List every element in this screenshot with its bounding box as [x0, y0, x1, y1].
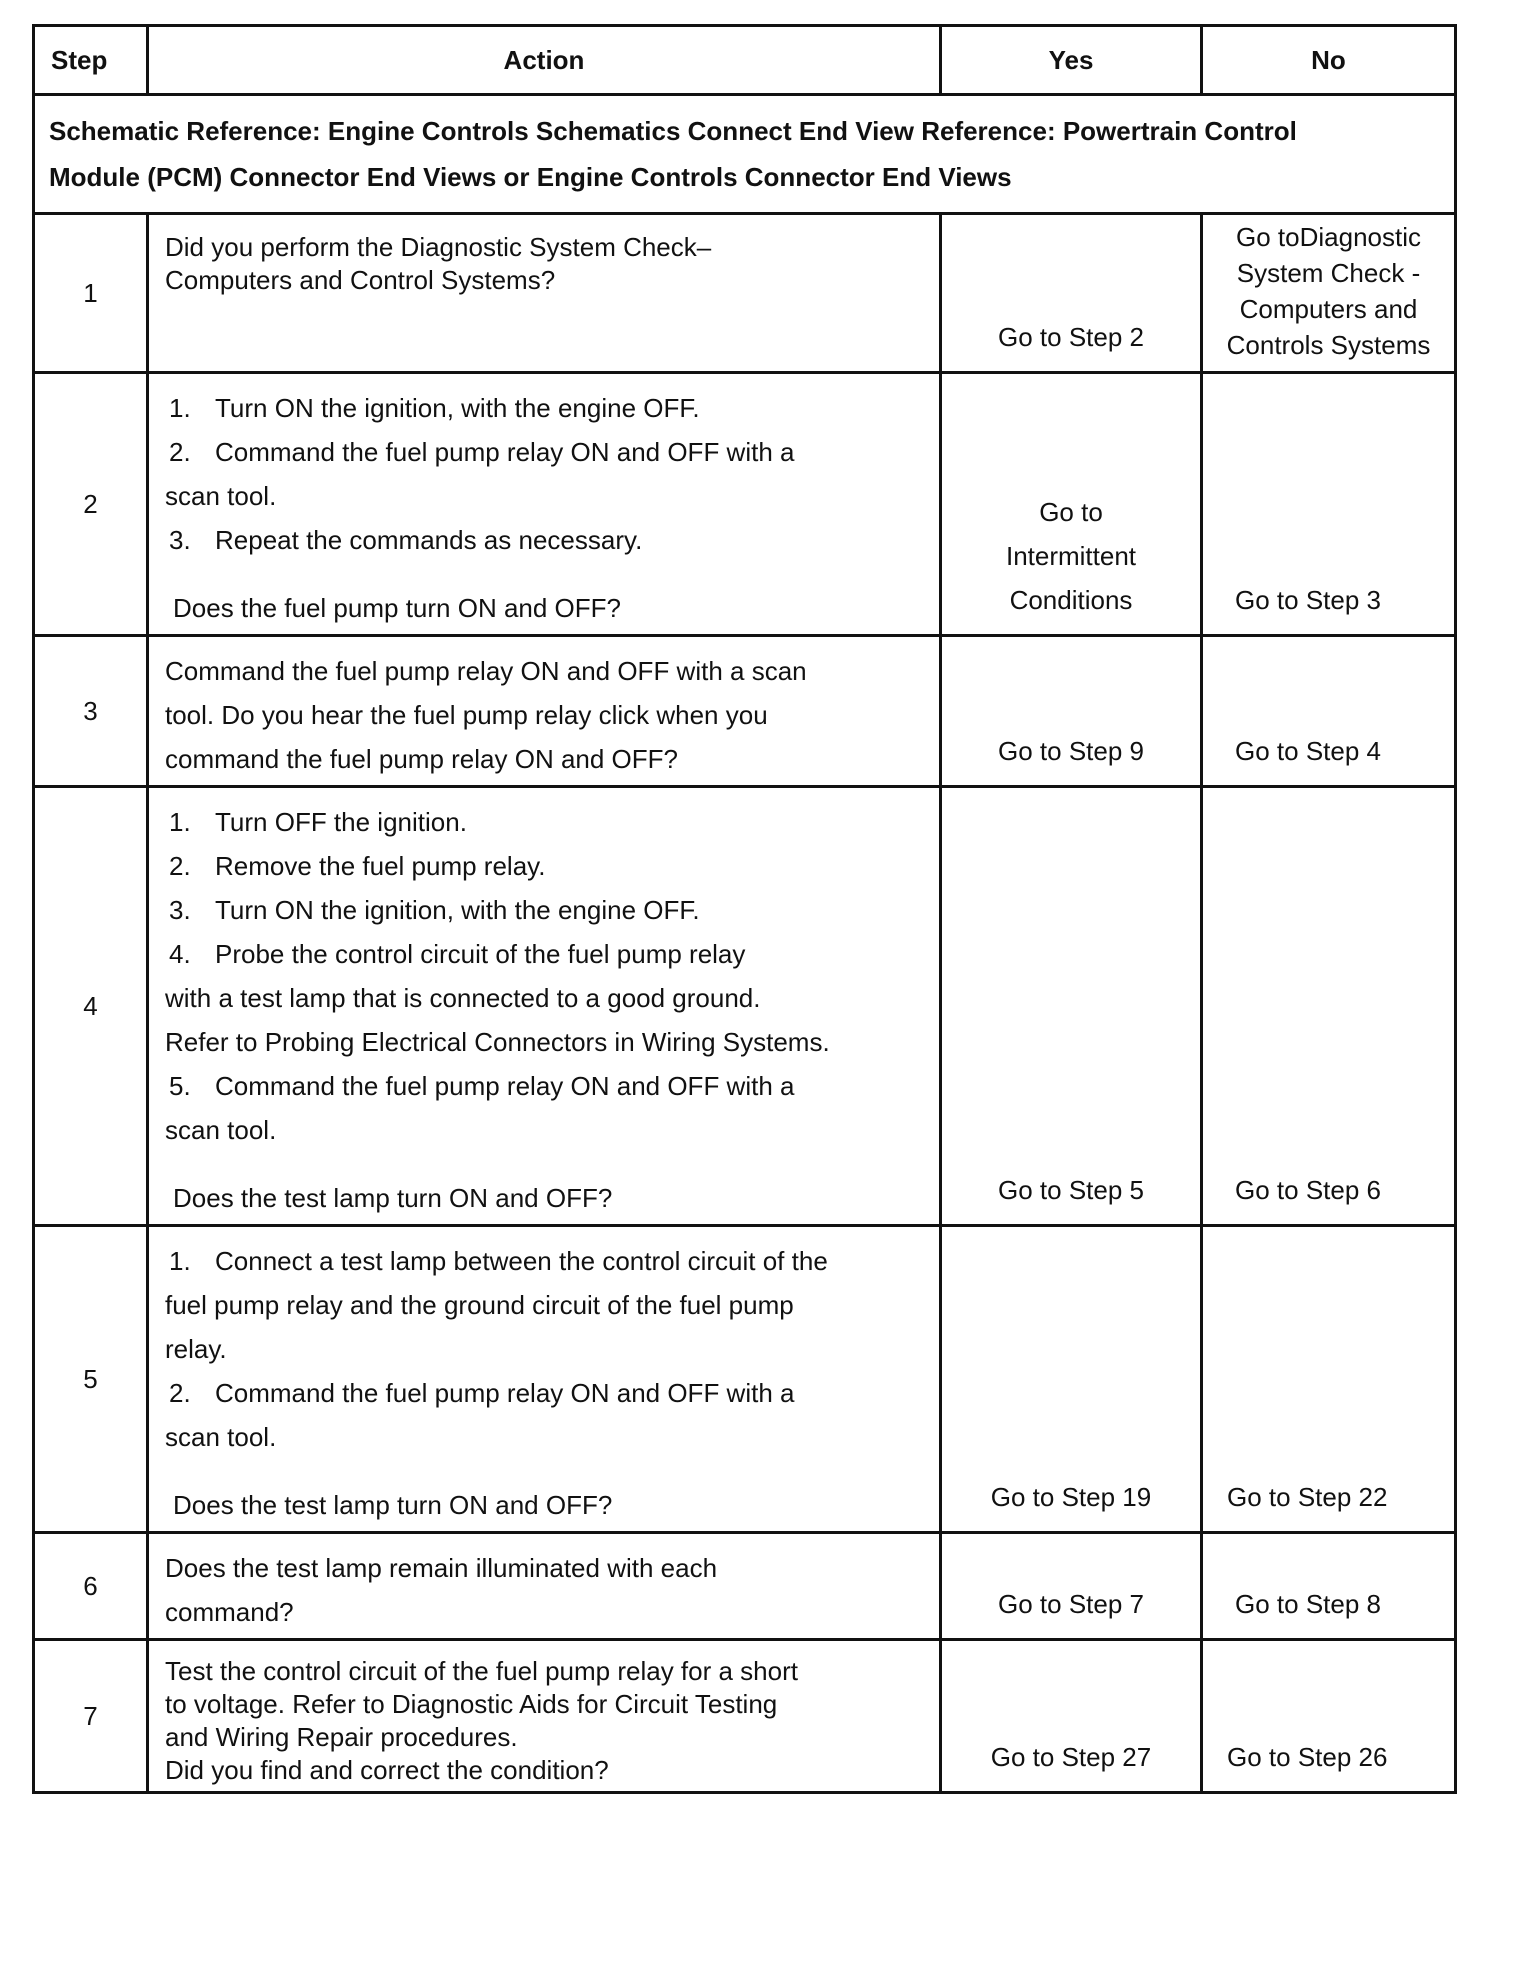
action-line: command the fuel pump relay ON and OFF?	[165, 744, 679, 774]
list-item	[165, 386, 923, 430]
step-number: 6	[34, 1533, 148, 1640]
header-yes: Yes	[941, 26, 1202, 95]
list-item	[165, 888, 923, 932]
list-item	[165, 518, 923, 562]
header-step: Step	[34, 26, 148, 95]
no-line: Controls Systems	[1226, 330, 1431, 360]
list-item	[165, 932, 923, 976]
item-number: 2.	[169, 1378, 191, 1408]
reference-line: Module (PCM) Connector End Views or Engine Controls Connector End Views	[49, 162, 1012, 192]
item-text: Command the fuel pump relay ON and OFF with a	[215, 1378, 795, 1408]
item-text: Repeat the commands as necessary.	[215, 525, 643, 555]
no-cell: Go to Step 8	[1202, 1533, 1456, 1640]
step-number: 2	[34, 373, 148, 636]
action-cell	[148, 1533, 941, 1640]
yes-cell: Go to Step 19	[941, 1226, 1202, 1533]
yes-cell: Go to Step 9	[941, 636, 1202, 787]
action-question: Does the fuel pump turn ON and OFF?	[173, 593, 621, 623]
header-row	[34, 26, 1456, 95]
no-line: Go toDiagnostic	[1236, 222, 1421, 252]
table-row	[34, 214, 1456, 373]
action-line: Did you find and correct the condition?	[165, 1755, 609, 1785]
item-text: Turn OFF the ignition.	[215, 807, 467, 837]
yes-line: Go to	[1039, 497, 1103, 527]
table-row	[34, 787, 1456, 1226]
header-action: Action	[148, 26, 941, 95]
step-number: 4	[34, 787, 148, 1226]
reference-row	[34, 95, 1456, 214]
action-question: Does the test lamp turn ON and OFF?	[173, 1490, 613, 1520]
item-number: 1.	[169, 807, 191, 837]
step-number: 3	[34, 636, 148, 787]
step-number: 1	[34, 214, 148, 373]
action-line: Does the test lamp remain illuminated with each	[165, 1553, 718, 1583]
no-line: Computers and	[1239, 294, 1418, 324]
item-text: Connect a test lamp between the control circuit of the	[215, 1246, 828, 1276]
item-text: Turn ON the ignition, with the engine OFF.	[215, 895, 700, 925]
action-question: Does the test lamp turn ON and OFF?	[173, 1183, 613, 1213]
list-item	[165, 1020, 923, 1064]
item-text: relay.	[165, 1334, 227, 1364]
yes-cell: Go to Step 27	[941, 1640, 1202, 1793]
action-cell	[148, 1640, 941, 1793]
item-text: fuel pump relay and the ground circuit of the fuel pump	[165, 1290, 794, 1320]
list-item	[165, 800, 923, 844]
list-item	[165, 1239, 923, 1283]
item-number: 1.	[169, 1246, 191, 1276]
action-cell	[148, 787, 941, 1226]
item-text: Probe the control circuit of the fuel pump relay	[215, 939, 746, 969]
step-number: 5	[34, 1226, 148, 1533]
header-no: No	[1202, 26, 1456, 95]
table-row	[34, 1640, 1456, 1793]
yes-line: Conditions	[1009, 585, 1133, 615]
list-item	[165, 430, 923, 474]
list-item	[165, 1415, 923, 1459]
item-number: 1.	[169, 393, 191, 423]
no-cell: Go to Step 4	[1202, 636, 1456, 787]
action-line: command?	[165, 1597, 294, 1627]
list-item	[165, 1283, 923, 1327]
item-text: Command the fuel pump relay ON and OFF with a	[215, 1071, 795, 1101]
item-text: scan tool.	[165, 481, 277, 511]
table-row	[34, 1533, 1456, 1640]
action-line: Computers and Control Systems?	[165, 265, 556, 295]
action-line: tool. Do you hear the fuel pump relay click when you	[165, 700, 768, 730]
list-item	[165, 1371, 923, 1415]
yes-cell: Go to Step 5	[941, 787, 1202, 1226]
no-line: System Check -	[1236, 258, 1421, 288]
list-item	[165, 844, 923, 888]
schematic-reference	[34, 95, 1456, 214]
no-cell: Go to Step 22	[1202, 1226, 1456, 1533]
yes-cell: Go to Step 2	[941, 214, 1202, 373]
item-text: Remove the fuel pump relay.	[215, 851, 546, 881]
action-line: Test the control circuit of the fuel pump relay for a short	[165, 1656, 798, 1686]
action-line: Did you perform the Diagnostic System Check–	[165, 232, 712, 262]
action-cell	[148, 636, 941, 787]
action-line: and Wiring Repair procedures.	[165, 1722, 518, 1752]
action-cell	[148, 373, 941, 636]
list-item	[165, 976, 923, 1020]
action-cell	[148, 1226, 941, 1533]
item-text: with a test lamp that is connected to a good ground.	[165, 983, 761, 1013]
table-row	[34, 373, 1456, 636]
action-line: Command the fuel pump relay ON and OFF with a scan	[165, 656, 807, 686]
no-cell: Go to Step 6	[1202, 787, 1456, 1226]
item-number: 2.	[169, 851, 191, 881]
yes-line: Intermittent	[1005, 541, 1137, 571]
item-number: 5.	[169, 1071, 191, 1101]
no-cell	[1202, 214, 1456, 373]
item-number: 4.	[169, 939, 191, 969]
yes-cell: Go to Step 7	[941, 1533, 1202, 1640]
item-text: scan tool.	[165, 1115, 277, 1145]
list-item	[165, 474, 923, 518]
action-line: to voltage. Refer to Diagnostic Aids for Circuit Testing	[165, 1689, 778, 1719]
step-number: 7	[34, 1640, 148, 1793]
item-text: Command the fuel pump relay ON and OFF with a	[215, 437, 795, 467]
list-item	[165, 1064, 923, 1108]
item-number: 3.	[169, 895, 191, 925]
item-number: 3.	[169, 525, 191, 555]
action-cell	[148, 214, 941, 373]
yes-cell	[941, 373, 1202, 636]
item-text: Turn ON the ignition, with the engine OFF.	[215, 393, 700, 423]
item-text: Refer to Probing Electrical Connectors in Wiring Systems.	[165, 1027, 830, 1057]
reference-line: Schematic Reference: Engine Controls Schematics Connect End View Reference: Powertrain Control	[49, 116, 1297, 146]
table-row	[34, 636, 1456, 787]
table-row	[34, 1226, 1456, 1533]
item-text: scan tool.	[165, 1422, 277, 1452]
diagnostic-table	[32, 24, 1457, 1794]
no-cell: Go to Step 3	[1202, 373, 1456, 636]
list-item	[165, 1108, 923, 1152]
list-item	[165, 1327, 923, 1371]
no-cell: Go to Step 26	[1202, 1640, 1456, 1793]
item-number: 2.	[169, 437, 191, 467]
